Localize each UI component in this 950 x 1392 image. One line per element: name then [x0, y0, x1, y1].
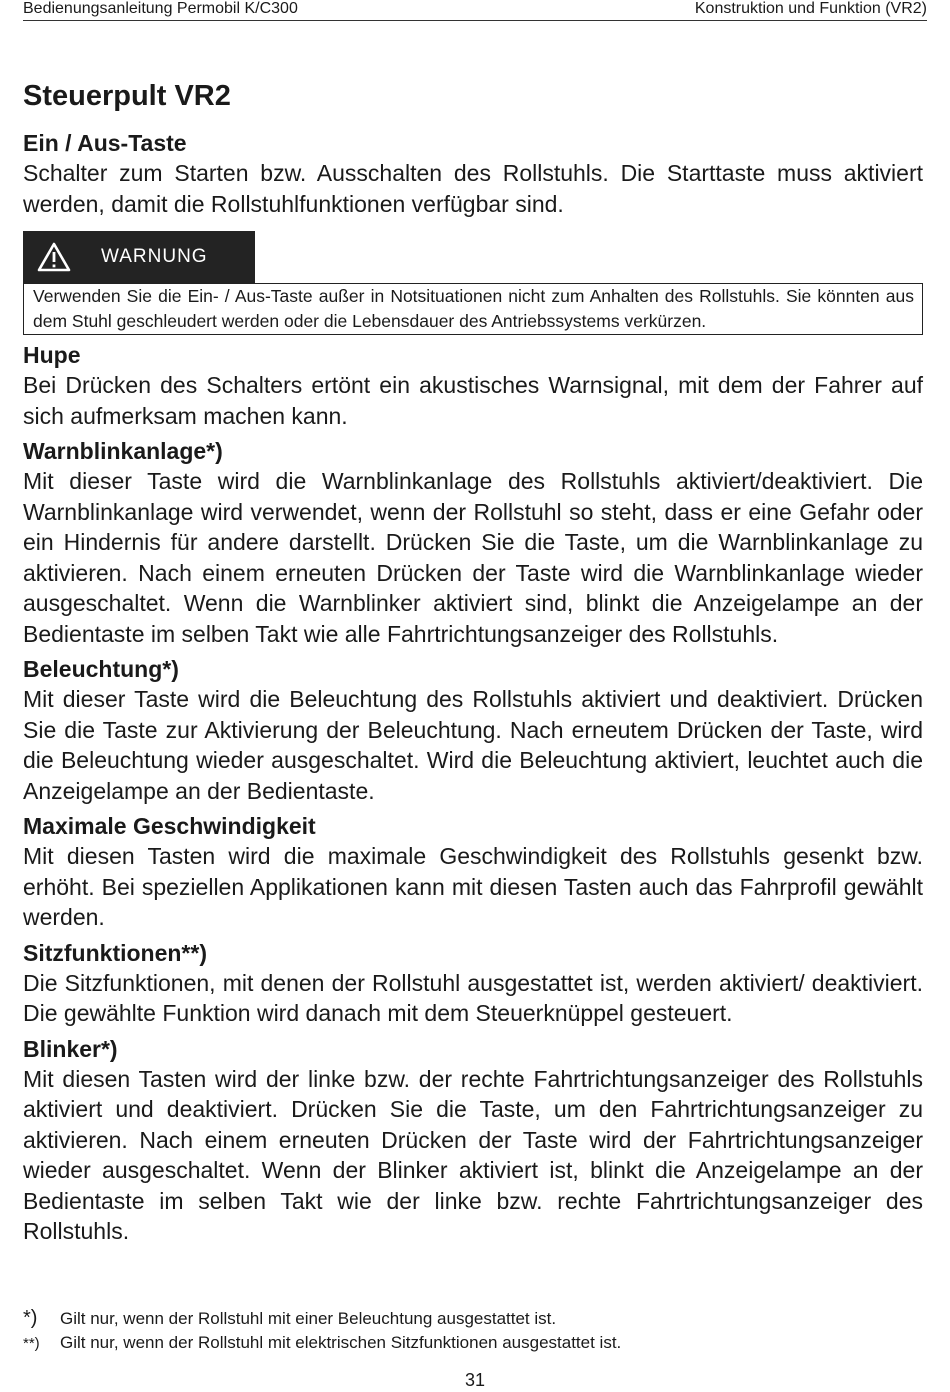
header-chapter-title: Konstruktion und Funktion (VR2)	[694, 0, 927, 17]
section-heading: Sitzfunktionen**)	[23, 939, 207, 966]
section-heading: Warnblinkanlage*)	[23, 438, 223, 464]
footnotes	[23, 1306, 923, 1356]
page-number: 31	[464, 1370, 486, 1390]
section-text: Bei Drücken des Schalters ertönt ein akustisches Warnsignal, mit dem der Fahrer auf sich aufmerksam machen kann.	[23, 372, 923, 429]
footnote-mark: *)	[23, 1307, 38, 1329]
section-ein-aus	[23, 128, 923, 219]
warning-triangle-icon	[37, 242, 71, 272]
page-content	[23, 76, 923, 1252]
section-text: Mit dieser Taste wird die Beleuchtung des Rollstuhls aktiviert und deaktiviert. Drücken Sie die Taste zur Aktivierung der Beleuchtung. Nach erneutem Drücken der Taste, wird die Beleuchtung wieder ausgeschaltet. Wird die Beleuchtung aktiviert, leuchtet auch die Anzeigelampe an der Bedientaste.	[23, 686, 923, 804]
footnote-mark: **)	[23, 1335, 40, 1352]
section-text: Die Sitzfunktionen, mit denen der Rollstuhl ausgestattet ist, werden aktiviert/ deaktiviert. Die gewählte Funktion wird danach mit dem Steuerknüppel gesteuert.	[23, 969, 923, 1026]
running-header	[23, 0, 927, 21]
section-hupe	[23, 340, 923, 431]
footnote-text: Gilt nur, wenn der Rollstuhl mit elektrischen Sitzfunktionen ausgestattet ist.	[60, 1333, 622, 1352]
warning-header	[23, 231, 255, 283]
section-text: Mit diesen Tasten wird der linke bzw. der rechte Fahrtrichtungsanzeiger des Rollstuhls aktiviert und deaktiviert. Drücken Sie die Taste, um den Fahrtrichtungsanzeiger zu aktivieren. Nach einem erneuten Drücken der Taste wird der Fahrtrichtungsanzeiger wieder ausgeschaltet. Wenn der Blinker aktiviert ist, blinkt die Anzeigelampe an der Bedientaste im selben Takt wie der linke bzw. rechte Fahrtrichtungsanzeiger des Rollstuhls.	[23, 1065, 923, 1244]
footnote-text: Gilt nur, wenn der Rollstuhl mit einer Beleuchtung ausgestattet ist.	[60, 1309, 557, 1328]
page-title: Steuerpult VR2	[23, 80, 231, 112]
section-heading: Ein / Aus-Taste	[23, 130, 187, 156]
warning-block	[23, 231, 923, 335]
section-beleuchtung	[23, 654, 923, 806]
section-maximale-geschwindigkeit	[23, 811, 923, 933]
section-heading: Maximale Geschwindigkeit	[23, 813, 316, 839]
section-sitzfunktionen	[23, 938, 923, 1029]
header-manual-title: Bedienungsanleitung Permobil K/C300	[23, 0, 298, 17]
section-heading: Beleuchtung*)	[23, 656, 179, 682]
section-text: Mit diesen Tasten wird die maximale Geschwindigkeit des Rollstuhls gesenkt bzw. erhöht. Bei speziellen Applikationen kann mit diesen Tasten auch das Fahrprofil gewählt werden.	[23, 843, 923, 930]
section-blinker	[23, 1034, 923, 1247]
warning-text: Verwenden Sie die Ein- / Aus-Taste außer in Notsituationen nicht zum Anhalten des Rollstuhls. Sie könnten aus dem Stuhl geschleudert werden oder die Lebensdauer des Antriebssystems verkürzen.	[23, 283, 923, 335]
footnote	[23, 1331, 923, 1356]
section-text: Schalter zum Starten bzw. Ausschalten des Rollstuhls. Die Starttaste muss aktiviert werden, damit die Rollstuhlfunktionen verfügbar sind.	[23, 160, 923, 217]
section-heading: Blinker*)	[23, 1035, 118, 1062]
warning-label: WARNUNG	[101, 246, 208, 267]
section-text: Mit dieser Taste wird die Warnblinkanlage des Rollstuhls aktiviert/deaktiviert. Die Warnblinkanlage wird verwendet, wenn der Rollstuhl so steht, dass er eine Gefahr oder ein Hindernis für andere darstellt. Drücken Sie die Taste, um die Warnblinkanlage zu aktivieren. Nach einem erneuten Drücken der Taste wird die Warnblinkanlage wieder ausgeschaltet. Wenn die Warnblinker aktiviert sind, blinkt die Anzeigelampe an der Bedientaste im selben Takt wie alle Fahrtrichtungsanzeiger des Rollstuhls.	[23, 468, 923, 647]
section-warnblinkanlage	[23, 436, 923, 649]
footnote	[23, 1306, 923, 1331]
section-heading: Hupe	[23, 342, 81, 368]
